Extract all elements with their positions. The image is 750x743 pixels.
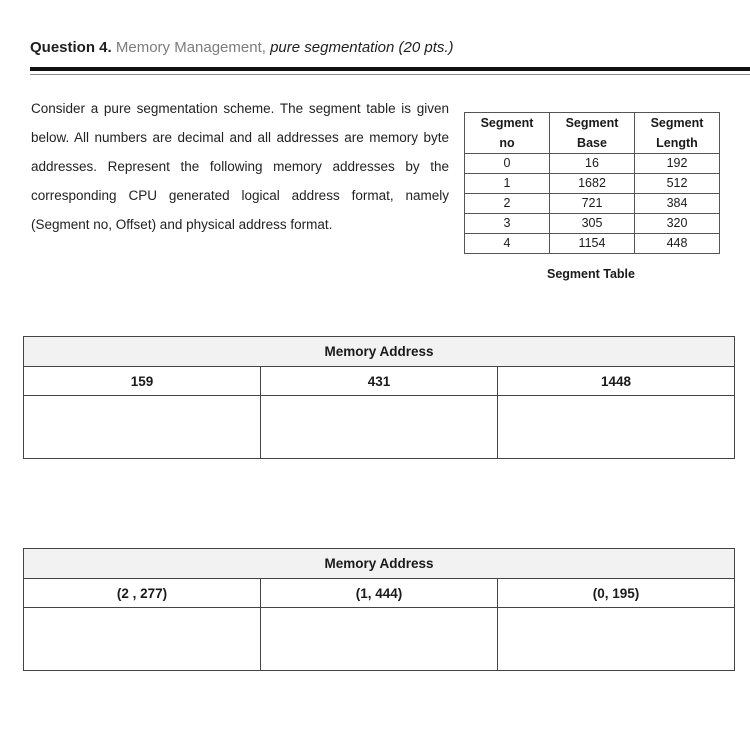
address-value-cell: (1, 444) (261, 579, 498, 607)
answer-cell[interactable] (261, 608, 498, 670)
segment-length-cell: 384 (635, 194, 720, 214)
segment-table-caption: Segment Table (547, 267, 635, 281)
segment-length-cell: 448 (635, 234, 720, 254)
segment-base-header (550, 113, 635, 154)
question-number: Question 4. (30, 39, 112, 56)
logical-address-values-row (24, 579, 734, 608)
physical-address-answer-row (24, 396, 734, 458)
logical-address-table (23, 548, 735, 671)
segment-base-header-line1: Segment (565, 116, 619, 130)
segment-length-cell: 192 (635, 154, 720, 174)
address-value-cell: (2 , 277) (24, 579, 261, 607)
answer-cell[interactable] (24, 608, 261, 670)
answer-cell[interactable] (24, 396, 261, 458)
segment-length-header-line2: Length (656, 136, 698, 150)
table-row (465, 174, 720, 194)
answer-cell[interactable] (498, 608, 734, 670)
segment-no-cell: 0 (465, 154, 550, 174)
segment-base-header-line2: Base (577, 136, 607, 150)
segment-table (464, 112, 720, 254)
intro-paragraph: Consider a pure segmentation scheme. The segment table is given below. All numbers are decimal and all addresses are memory byte addresses. Represent the following memory addresses by the corresponding CPU generated logical address format, namely (Segment no, Offset) and physical address format. (31, 101, 449, 232)
table-row (465, 234, 720, 254)
segment-no-cell: 4 (465, 234, 550, 254)
table-row (465, 154, 720, 174)
answer-cell[interactable] (261, 396, 498, 458)
title-rule-thin (30, 74, 750, 75)
question-title (30, 39, 454, 56)
segment-length-cell: 320 (635, 214, 720, 234)
address-value-cell: 1448 (600, 373, 632, 389)
address-value-cell: 431 (261, 367, 498, 395)
segment-table-header-row (465, 113, 720, 154)
segment-length-cell: 512 (635, 174, 720, 194)
address-value-cell: (0, 195) (592, 585, 640, 601)
segment-no-header-line2: no (499, 136, 515, 150)
segment-length-header-line1: Segment (650, 116, 704, 130)
segment-length-header (635, 113, 720, 154)
segment-base-cell: 1154 (550, 234, 635, 254)
segment-base-cell: 305 (550, 214, 635, 234)
physical-address-table-header: Memory Address (24, 337, 734, 367)
segment-no-header-line1: Segment (480, 116, 534, 130)
title-rule (30, 67, 750, 71)
segment-no-cell: 1 (465, 174, 550, 194)
logical-address-answer-row (24, 608, 734, 670)
segment-no-header (465, 113, 550, 154)
segment-base-cell: 1682 (550, 174, 635, 194)
segment-base-cell: 16 (550, 154, 635, 174)
address-value-cell: 159 (24, 367, 261, 395)
physical-address-table (23, 336, 735, 459)
table-row (465, 214, 720, 234)
segment-no-cell: 2 (465, 194, 550, 214)
table-row (465, 194, 720, 214)
physical-address-values-row (24, 367, 734, 396)
question-topic: Memory Management, (115, 39, 266, 56)
question-subtitle: pure segmentation (20 pts.) (270, 39, 454, 56)
logical-address-table-header: Memory Address (24, 549, 734, 579)
answer-cell[interactable] (498, 396, 734, 458)
segment-base-cell: 721 (550, 194, 635, 214)
segment-no-cell: 3 (465, 214, 550, 234)
